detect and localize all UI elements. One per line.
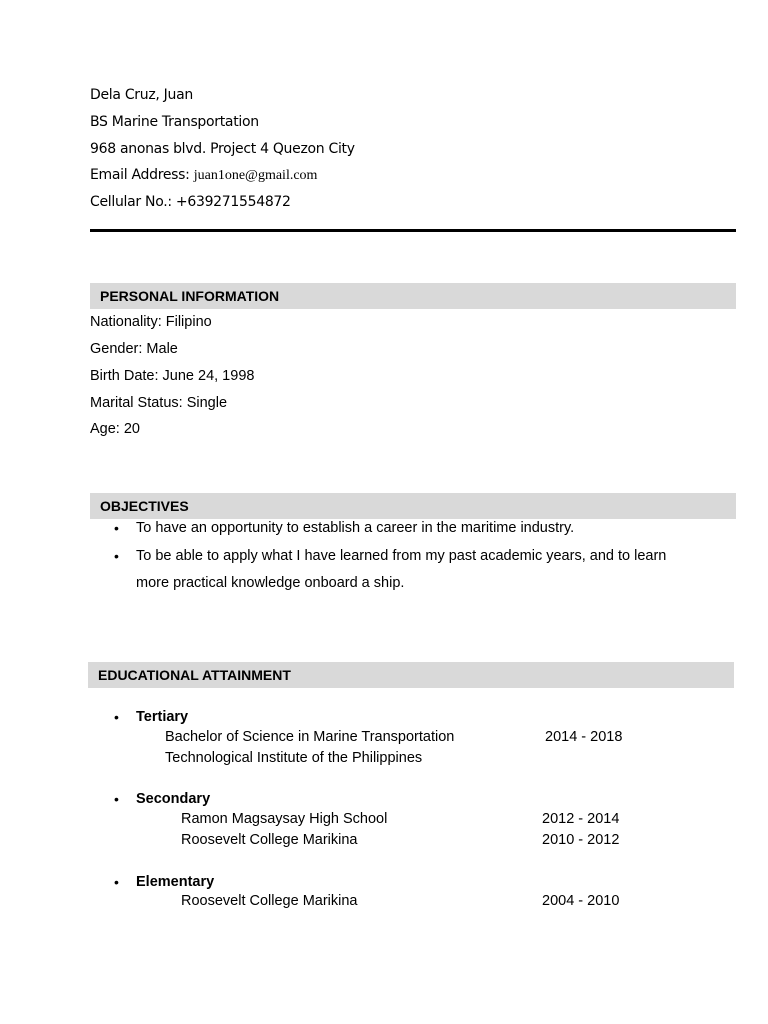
age-line: Age: 20 — [90, 421, 140, 437]
bullet-icon: • — [114, 709, 119, 725]
marital-status-line: Marital Status: Single — [90, 395, 228, 411]
secondary-years: 2010 - 2012 — [542, 832, 620, 848]
elementary-label: Elementary — [136, 874, 215, 890]
objective-item: To have an opportunity to establish a career in the maritime industry. — [136, 520, 575, 536]
objectives-heading: OBJECTIVES — [100, 498, 189, 514]
elementary-years: 2004 - 2010 — [542, 893, 620, 909]
gender-line: Gender: Male — [90, 341, 178, 357]
secondary-school: Roosevelt College Marikina — [181, 832, 358, 848]
bullet-icon: • — [114, 520, 119, 536]
bullet-icon: • — [114, 874, 119, 890]
nationality-line: Nationality: Filipino — [90, 314, 212, 330]
tertiary-school: Technological Institute of the Philippines — [165, 750, 423, 766]
email-line — [90, 167, 317, 184]
header-divider — [90, 229, 736, 232]
objectives-heading-band — [90, 493, 736, 519]
secondary-label: Secondary — [136, 791, 211, 807]
education-heading: EDUCATIONAL ATTAINMENT — [98, 667, 291, 683]
secondary-school: Ramon Magsaysay High School — [181, 811, 388, 827]
tertiary-years: 2014 - 2018 — [545, 729, 623, 745]
bullet-icon: • — [114, 548, 119, 564]
secondary-years: 2012 - 2014 — [542, 811, 620, 827]
applicant-address: 968 anonas blvd. Project 4 Quezon City — [90, 141, 355, 157]
elementary-school: Roosevelt College Marikina — [181, 893, 358, 909]
applicant-degree: BS Marine Transportation — [90, 114, 259, 130]
bullet-icon: • — [114, 791, 119, 807]
cellular-line: Cellular No.: +639271554872 — [90, 194, 291, 210]
personal-info-heading-band — [90, 283, 736, 309]
objective-item-continuation: more practical knowledge onboard a ship. — [136, 575, 405, 591]
email-label: Email Address: — [90, 167, 190, 183]
tertiary-label: Tertiary — [136, 709, 189, 725]
email-value: juan1one@gmail.com — [193, 168, 318, 183]
birth-date-line: Birth Date: June 24, 1998 — [90, 368, 255, 384]
education-heading-band — [88, 662, 734, 688]
personal-info-heading: PERSONAL INFORMATION — [100, 288, 280, 304]
tertiary-course: Bachelor of Science in Marine Transportation — [165, 729, 455, 745]
applicant-name: Dela Cruz, Juan — [90, 87, 193, 103]
objective-item: To be able to apply what I have learned from my past academic years, and to learn — [136, 548, 667, 564]
